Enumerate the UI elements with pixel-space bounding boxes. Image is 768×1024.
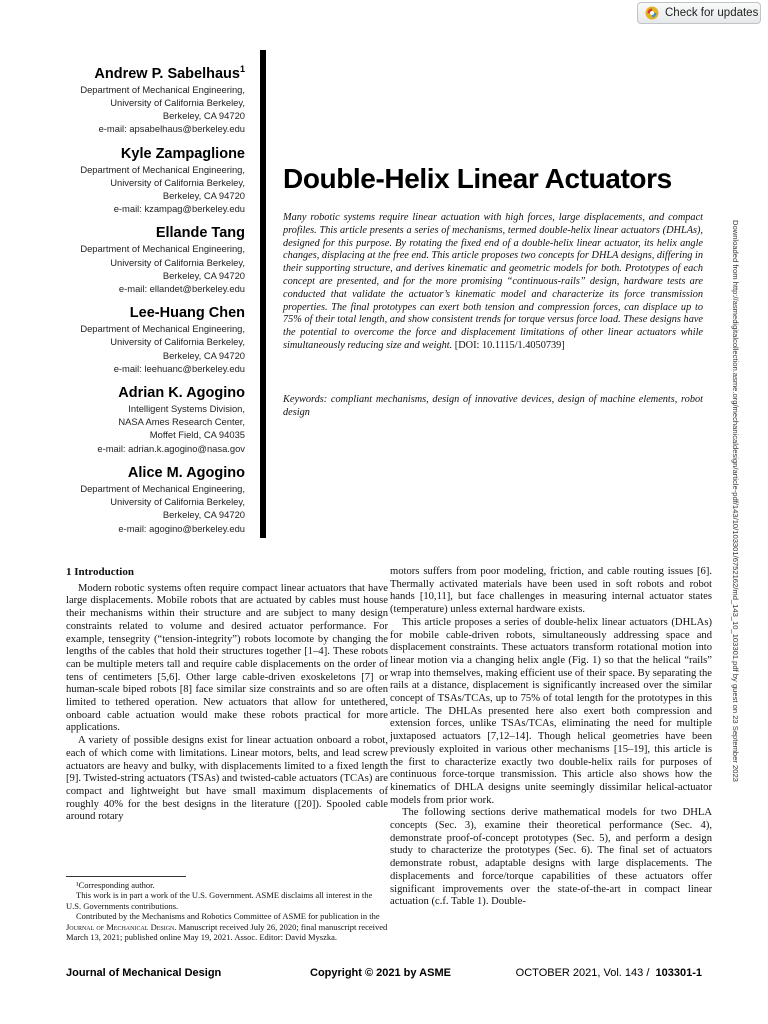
author-name: Alice M. Agogino bbox=[127, 464, 245, 481]
body-column-left bbox=[66, 566, 388, 824]
footer-journal: Journal of Mechanical Design bbox=[66, 967, 222, 979]
author-email: e-mail: leehuanc@berkeley.edu bbox=[113, 362, 245, 374]
paper-title: Double-Helix Linear Actuators bbox=[283, 163, 672, 194]
abstract-text: Many robotic systems require linear actuation with high forces, large displacements, and compact profiles. This article presents a series of mechanisms, termed double-helix linear actuators (DHLAs), designed for this purpose. By rotating the fixed end of a double-helix linear actuator, its helix angle changes, displacing at the free end. This article proposes two concepts for DHLA designs, differing in their supporting structure, and derives kinematic and geometric models for both. Prototypes of each concept are presented, and for the more promising “continuous-rails” design, hardware tests are conducted that validate the actuator’s kinematic model and characterize its force transmission properties. The final prototypes can exert both tension and compression forces, can displace up to 75% of their total length, and show consistent trends for torque versus force load. These designs have the potential to overcome the force and displacement limitations of other linear actuators while simultaneously reducing size and weight. bbox=[283, 212, 703, 351]
download-watermark-text: Downloaded from http://asmedigitalcollection.asme.org/mechanicaldesign/article-pdf/143/10/103301/6752162/md_143_10_103301.pdf by guest on 23 September 2023 bbox=[731, 220, 740, 782]
body-paragraph: Modern robotic systems often require compact linear actuators that have large displacements. Mobile robots that are actuated by cables must house their mechanisms within their structure and are subject to many design constraints related to volume and desired actuator performance. For example, tensegrity (“tension-integrity”) robots locomote by changing the lengths of the cables that hold their structures together [1–4]. These robots can be multiple meters tall and require cable displacements on the order of tens of centimeters [5,6]. Other large cable-driven exoskeletons [7] or human-scale biped robots [8] face similar size constraints and so are often limited to tethered operation. New actuators that allow for untethered, onboard cable actuation would make these robots practical for more applications. bbox=[66, 582, 388, 734]
author-affiliation-line: University of California Berkeley, bbox=[110, 97, 245, 109]
author-affiliation-line: Berkeley, CA 94720 bbox=[162, 349, 245, 361]
author-affiliation-line: University of California Berkeley, bbox=[110, 176, 245, 188]
author-affiliation-line: Berkeley, CA 94720 bbox=[162, 110, 245, 122]
author-block bbox=[40, 384, 245, 455]
page-footer bbox=[66, 967, 702, 983]
author-name: Ellande Tang bbox=[155, 225, 245, 242]
author-name: Adrian K. Agogino bbox=[118, 385, 245, 402]
author-affiliation-line: University of California Berkeley, bbox=[110, 336, 245, 348]
footnote-rule bbox=[66, 876, 186, 877]
check-for-updates-label: Check for updates bbox=[665, 7, 759, 19]
check-for-updates-button[interactable] bbox=[637, 2, 761, 24]
author-affiliation-line: Department of Mechanical Engineering, bbox=[80, 482, 245, 494]
author-affiliation-line: University of California Berkeley, bbox=[110, 256, 245, 268]
author-affiliation-line: Department of Mechanical Engineering, bbox=[80, 243, 245, 255]
body-paragraph: A variety of possible designs exist for linear actuation onboard a robot, each of which come with limitations. Linear motors, belts, and lead screw actuators are heavy and bulky, with displacements limited to a fixed length [9]. Twisted-string actuators (TSAs) and twisted-cable actuators (TCAs) are compact and lightweight but have small maximum displacements of roughly 40% for the best designs in the literature ([20]). Spooled cable around rotary bbox=[66, 735, 388, 823]
author-email: e-mail: adrian.k.agogino@nasa.gov bbox=[97, 442, 245, 454]
author-affiliation-line: Intelligent Systems Division, bbox=[128, 403, 245, 415]
footer-issue: OCTOBER 2021, Vol. 143 / 103301-1 bbox=[515, 967, 702, 979]
author-footnote-mark: 1 bbox=[239, 64, 245, 74]
footer-page-number: 103301-1 bbox=[655, 967, 702, 979]
footnote-contribution: Contributed by the Mechanisms and Robotics Committee of ASME for publication in the Journal of Mechanical Design. Manuscript received July 26, 2020; final manuscript received March 13, 2021; published online May 19, 2021. Assoc. Editor: David Myszka. bbox=[66, 911, 388, 943]
author-affiliation-line: Department of Mechanical Engineering, bbox=[80, 323, 245, 335]
abstract bbox=[283, 212, 703, 353]
author-affiliation-line: Berkeley, CA 94720 bbox=[162, 509, 245, 521]
footnotes bbox=[66, 880, 388, 942]
author-email: e-mail: kzampag@berkeley.edu bbox=[113, 203, 245, 215]
download-watermark bbox=[733, 220, 747, 980]
author-email: e-mail: apsabelhaus@berkeley.edu bbox=[98, 123, 245, 135]
author-affiliation-line: University of California Berkeley, bbox=[110, 496, 245, 508]
keywords: Keywords: compliant mechanisms, design of innovative devices, design of machine elements, robot design bbox=[283, 394, 703, 418]
author-affiliation-line: Berkeley, CA 94720 bbox=[162, 190, 245, 202]
author-block bbox=[40, 304, 245, 375]
author-name: Kyle Zampaglione bbox=[120, 145, 245, 162]
author-affiliation-line: Berkeley, CA 94720 bbox=[162, 269, 245, 281]
header-divider-bar bbox=[260, 50, 266, 538]
author-email: e-mail: agogino@berkeley.edu bbox=[118, 522, 245, 534]
doi-link[interactable]: [DOI: 10.1115/1.4050739] bbox=[454, 339, 565, 351]
body-paragraph: motors suffers from poor modeling, friction, and cable routing issues [6]. Thermally activated materials have been used in soft robots and robot hands [10,11], but face challenges in measuring internal actuator states (temperature) unless external hardware exists. bbox=[390, 566, 712, 616]
author-affiliation-line: Department of Mechanical Engineering, bbox=[80, 163, 245, 175]
author-affiliation-line: Department of Mechanical Engineering, bbox=[80, 83, 245, 95]
author-list bbox=[40, 60, 245, 544]
author-affiliation-line: Moffet Field, CA 94035 bbox=[149, 429, 245, 441]
author-block bbox=[40, 224, 245, 295]
author-name: Andrew P. Sabelhaus bbox=[94, 65, 240, 82]
section-heading: 1 Introduction bbox=[66, 566, 134, 578]
footer-copyright: Copyright © 2021 by ASME bbox=[310, 967, 451, 979]
body-column-right bbox=[390, 566, 712, 909]
author-block bbox=[40, 60, 245, 136]
author-affiliation-line: NASA Ames Research Center, bbox=[118, 416, 245, 428]
footnote-corresponding: ¹Corresponding author. bbox=[76, 880, 155, 890]
author-block bbox=[40, 464, 245, 535]
author-name: Lee-Huang Chen bbox=[129, 305, 245, 322]
body-paragraph: This article proposes a series of double-helix linear actuators (DHLAs) for mobile cable-driven robots, simultaneously addressing space and displacement constraints. These actuators transform rotational motion into linear motion via a changing helix angle (Fig. 1) so that the helical “rails” wrap into themselves, making efficient use of their space. By separating the rails at a distance, displacement is significantly increased over the similar concept of TSAs/TCAs, up to 75% of total length for the prototypes in this article. The DHLAs presented here also exert both compression and extension forces, unlike TSAs/TCAs, eliminating the need for multiple juxtaposed actuators [7,12–14]. Though helical geometries have been previously exploited in various other mechanisms [15–19], this article is the first to characterize exactly two double-helix rails for purposes of continuous force-torque transmission. This article also shows how the kinematics of DHLA designs unite seemingly dissimilar helical-actuator models from prior work. bbox=[390, 616, 712, 806]
footnote-government: This work is in part a work of the U.S. Government. ASME disclaims all interest in the U.S. Governments contributions. bbox=[66, 890, 373, 911]
author-email: e-mail: ellandet@berkeley.edu bbox=[118, 283, 245, 295]
author-block bbox=[40, 145, 245, 216]
journal-name-smallcaps: Journal of Mechanical Design bbox=[66, 921, 175, 932]
crossmark-icon bbox=[645, 6, 659, 20]
body-paragraph: The following sections derive mathematical models for two DHLA concepts (Sec. 3), examine their theoretical performance (Sec. 4), demonstrate proof-of-concept prototypes (Sec. 5), and perform a design study to characterize the prototypes (Sec. 6). The final set of actuators demonstrate robust, adaptable designs with large displacements. The displacements and force/torque capabilities of these actuators offer significant improvements over the state-of-the-art in compact linear actuation (c.f. Table 1). Double- bbox=[390, 807, 712, 908]
